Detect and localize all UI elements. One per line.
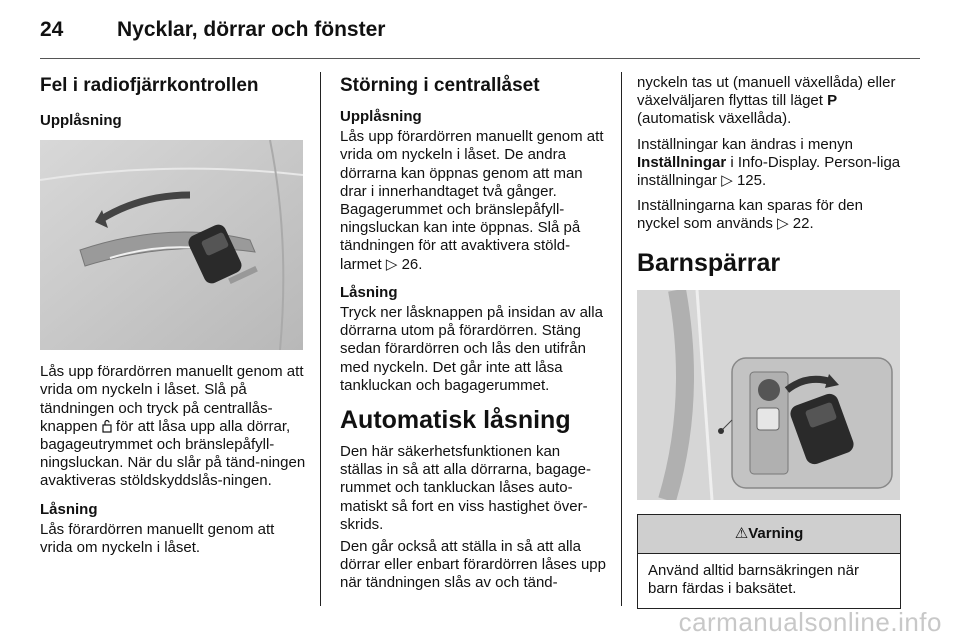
header-rule [40,58,920,59]
column-1 [40,74,306,567]
warning-text: Använd alltid barnsäkringen när barn färdas i baksätet. [648,561,859,598]
paragraph-auto-unlock: Den går också att ställa in så att alla dörrar eller enbart förardörren låses upp när tändningen slås av och tänd- [340,538,606,592]
paragraph-key-memory: Inställningarna kan sparas för den nyckel som används ▷ 22. [637,197,863,233]
paragraph-auto-lock: Den här säkerhetsfunktionen kan ställas in så att alla dörrarna, bagage-rummet och tankluckan låses auto-matiskt så fort en viss hastighet över-skrids. [340,443,591,533]
subheading-unlock-2: Upplåsning [340,108,422,125]
paragraph-unlock-central: Lås upp förardörren manuellt genom att vrida om nyckeln i låset. De andra dörrarna kan öppnas genom att man drar i innerhandtaget två gånger. Bagagerummet och bränslepåfyll-ningsluckan kan inte öppnas. Slå på tändningen för att avaktivera stöld-larmet ▷ 26. [340,128,604,273]
section-heading-auto-lock: Automatisk låsning [340,406,571,435]
column-divider-2 [621,72,622,606]
warning-header [638,515,900,554]
paragraph-key-removed: nyckeln tas ut (manuell växellåda) eller växelväljaren flyttas till läget P (automatisk växellåda). [637,74,896,128]
warning-box [637,514,901,610]
section-heading-central-lock-fault: Störning i centrallåset [340,75,540,96]
chapter-title: Nycklar, dörrar och fönster [117,18,386,41]
section-heading-remote-fault: Fel i radiofjärrkontrollen [40,75,259,96]
door-handle-illustration [40,140,303,350]
column-3 [637,74,903,609]
paragraph-settings: Inställningar kan ändras i menyn Inställningar i Info-Display. Person-liga inställningar ▷ 125. [637,135,901,190]
subheading-unlock: Upplåsning [40,112,122,129]
child-lock-illustration [637,290,900,500]
subheading-lock: Låsning [40,500,98,518]
page-header [40,18,920,58]
paragraph-lock-central: Tryck ner låsknappen på insidan av alla dörrarna utom på förardörren. Stäng sedan förardörren och lås den utifrån med nyckeln. Det går inte att låsa tankluckan och bagagerummet. [340,304,603,394]
warning-triangle-icon: ⚠ [734,524,749,542]
warning-title: Varning [748,524,804,542]
subheading-lock-2: Låsning [340,283,398,301]
child-lock-figure [637,290,900,500]
central-lock-button-icon [102,419,112,433]
column-divider-1 [320,72,321,606]
page-ref-arrow-icon: ▷ [777,215,789,233]
page-number: 24 [40,18,64,41]
column-2 [340,74,606,603]
paragraph-lock-manual: Lås förardörren manuellt genom att vrida om nyckeln i låset. [40,520,275,557]
page-ref-arrow-icon: ▷ [385,255,398,273]
section-heading-child-locks: Barnspärrar [637,248,781,277]
door-handle-key-figure [40,140,303,350]
paragraph-unlock-manual: Lås upp förardörren manuellt genom att vrida om nyckeln i låset. Slå på tändningen och tryck på centrallås-knappen för att låsa upp alla dörrar, bagageutrymmet och bränslepåfyll-ningsluckan. När du slår på tänd-ningen avaktiveras stöldskyddslås-ningen. [40,363,306,490]
page-ref-arrow-icon: ▷ [721,172,733,190]
watermark: carmanualsonline.info [678,607,942,637]
